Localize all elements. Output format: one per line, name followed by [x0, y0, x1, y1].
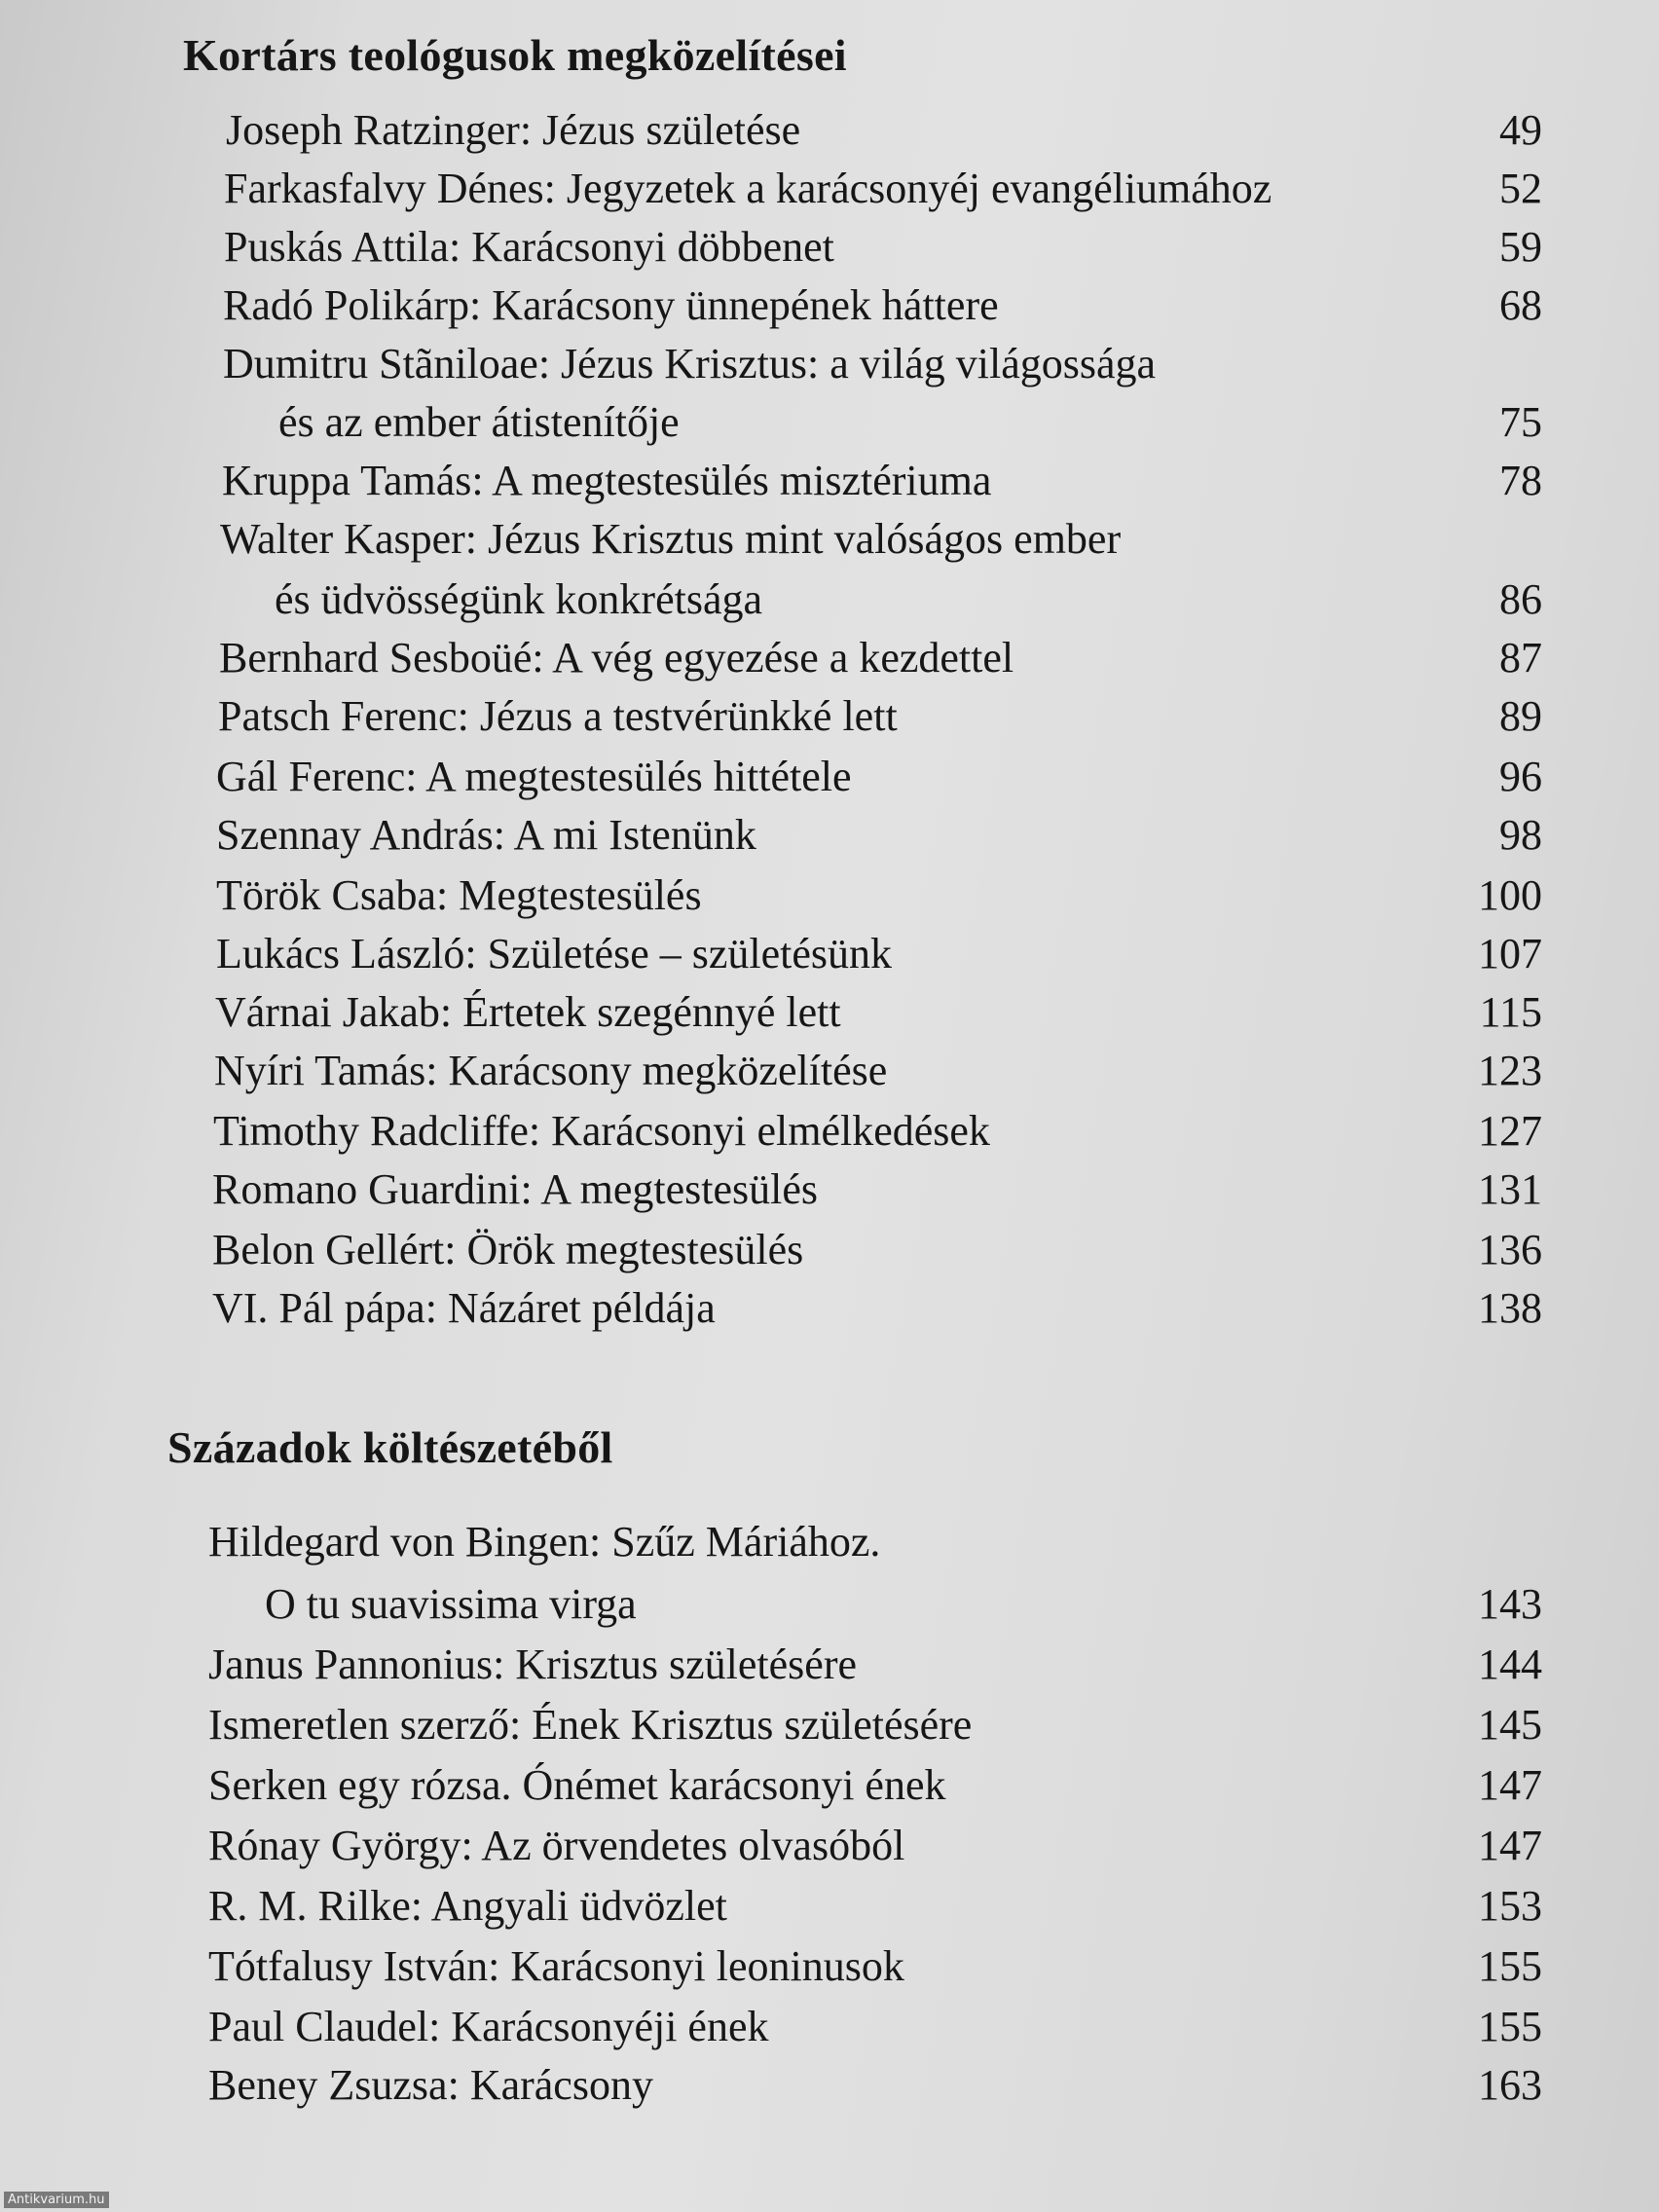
toc-entry-title: Joseph Ratzinger: Jézus születése	[226, 106, 801, 154]
toc-entry-page: 163	[1478, 2061, 1542, 2109]
toc-entry-title: Belon Gellért: Örök megtestesülés	[212, 1226, 804, 1273]
toc-entry	[219, 629, 1542, 687]
toc-entry-page: 147	[1478, 1761, 1542, 1809]
toc-entry-page: 49	[1499, 106, 1542, 154]
toc-entry-page: 75	[1499, 398, 1542, 446]
toc-entry-page: 147	[1478, 1822, 1542, 1869]
toc-entry-title: Gál Ferenc: A megtestesülés hittétele	[216, 753, 852, 800]
toc-entry	[224, 160, 1542, 218]
toc-entry	[214, 1042, 1542, 1100]
toc-entry-title: Puskás Attila: Karácsonyi döbbenet	[224, 223, 834, 271]
toc-entry-title: Lukács László: Születése – születésünk	[216, 930, 893, 977]
toc-entry-title: Kruppa Tamás: A megtestesülés misztériuma	[222, 457, 992, 504]
toc-entry-title: Beney Zsuzsa: Karácsony	[208, 2061, 653, 2109]
toc-entry-title: és az ember átistenítője	[278, 398, 680, 446]
toc-entry	[208, 1756, 1542, 1815]
toc-entry-page: 87	[1499, 634, 1542, 682]
toc-entry-title: Romano Guardini: A megtestesülés	[212, 1165, 819, 1213]
toc-entry-continuation	[265, 1575, 1542, 1634]
toc-entry-title: Dumitru Stãniloae: Jézus Krisztus: a világ világossága	[223, 340, 1157, 387]
toc-entry-page: 136	[1478, 1226, 1542, 1273]
toc-entry-title: Várnai Jakab: Értetek szegénnyé lett	[215, 988, 841, 1036]
toc-entry-title: R. M. Rilke: Angyali üdvözlet	[208, 1882, 727, 1930]
toc-entry-title: Hildegard von Bingen: Szűz Máriához.	[208, 1518, 881, 1566]
toc-entry	[220, 510, 1542, 569]
toc-entry	[223, 276, 1542, 335]
toc-entry	[208, 2056, 1542, 2115]
toc-entry	[218, 687, 1542, 746]
toc-entry-title: Bernhard Sesboüé: A vég egyezése a kezdettel	[219, 634, 1014, 682]
toc-entry-page: 100	[1478, 871, 1542, 919]
toc-entry	[222, 452, 1542, 510]
toc-entry-page: 96	[1499, 753, 1542, 800]
toc-entry-page: 144	[1478, 1641, 1542, 1688]
toc-entry	[208, 1636, 1542, 1694]
toc-entry-title: O tu suavissima virga	[265, 1580, 637, 1628]
toc-entry	[208, 1877, 1542, 1936]
toc-entry-title: Nyíri Tamás: Karácsony megközelítése	[214, 1047, 888, 1094]
toc-entry-page: 123	[1478, 1047, 1542, 1094]
toc-entry	[208, 1513, 1542, 1571]
toc-entry	[208, 1696, 1542, 1754]
toc-entry	[224, 218, 1542, 276]
toc-entry-page: 59	[1499, 223, 1542, 271]
section-title: Kortárs teológusok megközelítései	[183, 30, 847, 80]
toc-entry	[208, 1937, 1542, 1996]
toc-entry-title: Tótfalusy István: Karácsonyi leoninusok	[208, 1942, 904, 1990]
toc-entry-page: 127	[1478, 1107, 1542, 1155]
toc-entry	[216, 806, 1542, 865]
toc-entry-title: Patsch Ferenc: Jézus a testvérünkké lett	[218, 692, 898, 740]
toc-entry-title: Török Csaba: Megtestesülés	[216, 871, 702, 919]
toc-entry	[216, 925, 1542, 983]
toc-entry-title: Radó Polikárp: Karácsony ünnepének háttere	[223, 281, 999, 329]
toc-entry-page: 153	[1478, 1882, 1542, 1930]
toc-entry-page: 143	[1478, 1580, 1542, 1628]
toc-entry-page: 107	[1478, 930, 1542, 977]
toc-entry	[226, 101, 1542, 160]
section-title: Századok költészetéből	[167, 1422, 613, 1472]
toc-entry-title: VI. Pál pápa: Názáret példája	[212, 1284, 716, 1332]
toc-entry	[216, 866, 1542, 925]
toc-entry	[208, 1998, 1542, 2056]
toc-entry-title: Rónay György: Az örvendetes olvasóból	[208, 1822, 905, 1869]
toc-entry	[212, 1221, 1542, 1279]
toc-entry-page: 138	[1478, 1284, 1542, 1332]
toc-entry	[213, 1102, 1542, 1161]
toc-entry-title: Walter Kasper: Jézus Krisztus mint valóságos ember	[220, 515, 1122, 563]
toc-entry-page: 155	[1478, 2003, 1542, 2050]
toc-entry	[223, 335, 1542, 393]
toc-entry	[216, 748, 1542, 806]
toc-entry-page: 68	[1499, 281, 1542, 329]
toc-entry-page: 131	[1478, 1165, 1542, 1213]
toc-entry-page: 89	[1499, 692, 1542, 740]
watermark: Antikvarium.hu	[4, 2192, 109, 2208]
toc-entry-page: 155	[1478, 1942, 1542, 1990]
toc-entry-title: Serken egy rózsa. Ónémet karácsonyi ének	[208, 1761, 946, 1809]
toc-entry	[208, 1817, 1542, 1875]
toc-entry-page: 52	[1499, 165, 1542, 212]
toc-entry-title: Paul Claudel: Karácsonyéji ének	[208, 2003, 769, 2050]
toc-entry-page: 98	[1499, 811, 1542, 859]
toc-entry-title: Timothy Radcliffe: Karácsonyi elmélkedések	[213, 1107, 990, 1155]
toc-entry-title: Farkasfalvy Dénes: Jegyzetek a karácsonyéj evangéliumához	[224, 165, 1272, 212]
toc-entry-title: Szennay András: A mi Istenünk	[216, 811, 756, 859]
toc-entry-title: és üdvösségünk konkrétsága	[275, 575, 763, 623]
toc-entry	[212, 1279, 1542, 1338]
toc-entry-continuation	[278, 393, 1542, 452]
toc-entry-title: Ismeretlen szerző: Ének Krisztus születésére	[208, 1701, 973, 1749]
toc-entry-page: 115	[1479, 988, 1542, 1036]
toc-entry-page: 145	[1478, 1701, 1542, 1749]
toc-entry	[215, 983, 1542, 1042]
toc-entry-page: 86	[1499, 575, 1542, 623]
toc-entry-title: Janus Pannonius: Krisztus születésére	[208, 1641, 857, 1688]
toc-entry-page: 78	[1499, 457, 1542, 504]
toc-entry-continuation	[275, 571, 1542, 629]
toc-entry	[212, 1161, 1542, 1219]
